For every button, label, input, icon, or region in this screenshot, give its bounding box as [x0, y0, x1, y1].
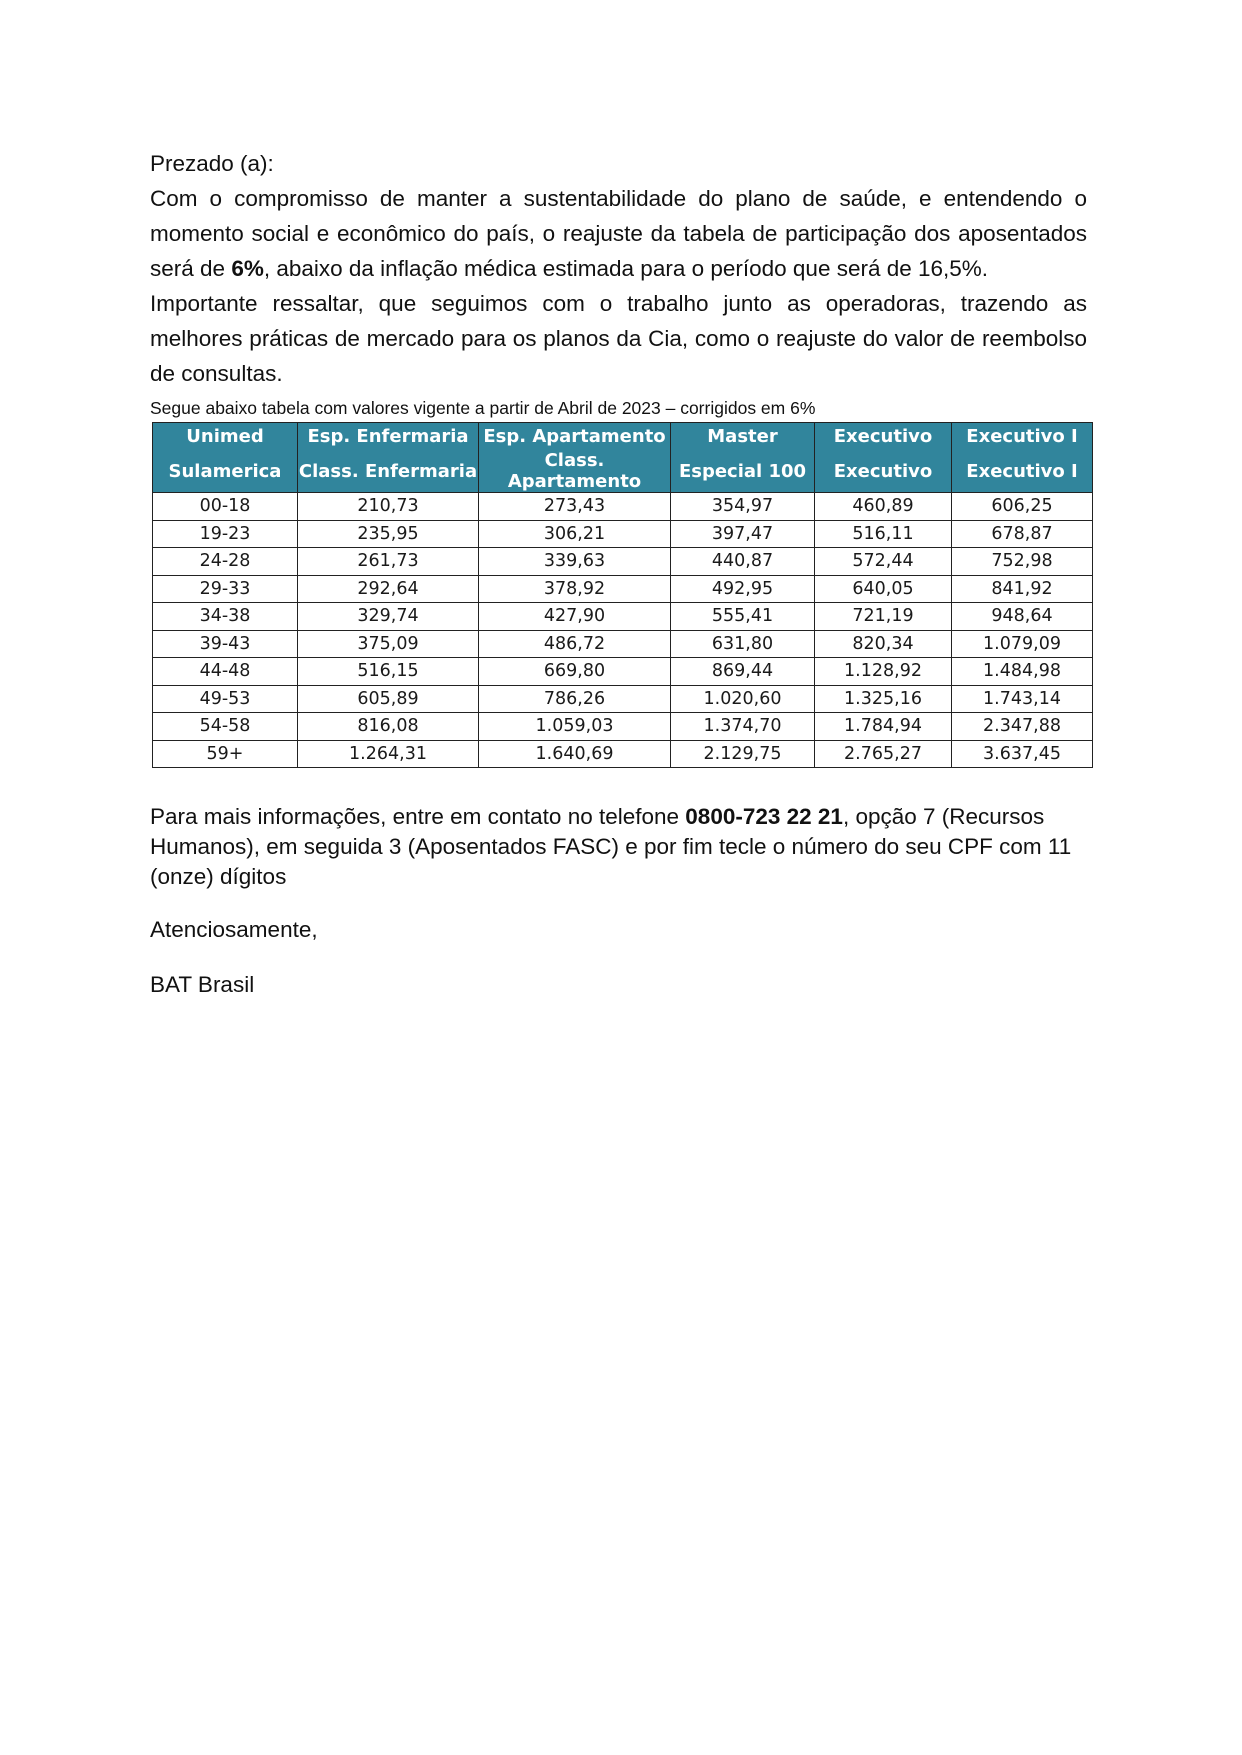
- price-cell: 292,64: [298, 575, 479, 603]
- price-cell: 339,63: [479, 548, 671, 576]
- age-range-cell: 00-18: [153, 493, 298, 521]
- contact-text-end: , opção 7 (Recursos Humanos), em seguida 3 (Aposentados FASC) e por fim tecle o número do seu CPF com 11 (onze) dígitos: [150, 804, 1072, 889]
- price-cell: 397,47: [671, 520, 815, 548]
- readjustment-percent: 6%: [231, 256, 264, 281]
- table-body: [153, 493, 1093, 768]
- header-plan-4: Executivo: [815, 423, 952, 451]
- table-row: [153, 548, 1093, 576]
- price-cell: 440,87: [671, 548, 815, 576]
- letter-body: [150, 146, 1087, 1002]
- price-cell: 816,08: [298, 713, 479, 741]
- price-cell: 3.637,45: [952, 740, 1093, 768]
- table-header-row-categories: [153, 450, 1093, 493]
- price-cell: 516,11: [815, 520, 952, 548]
- header-category-1: Class. Enfermaria: [298, 450, 479, 493]
- header-category-3: Especial 100: [671, 450, 815, 493]
- paragraph-reimbursement: Importante ressaltar, que seguimos com o trabalho junto as operadoras, trazendo as melhores práticas de mercado para os planos da Cia, como o reajuste do valor de reembolso de consultas.: [150, 291, 1087, 386]
- age-range-cell: 24-28: [153, 548, 298, 576]
- age-range-cell: 34-38: [153, 603, 298, 631]
- age-range-cell: 39-43: [153, 630, 298, 658]
- price-cell: 516,15: [298, 658, 479, 686]
- price-cell: 492,95: [671, 575, 815, 603]
- price-cell: 669,80: [479, 658, 671, 686]
- price-cell: 1.374,70: [671, 713, 815, 741]
- table-row: [153, 603, 1093, 631]
- price-cell: 427,90: [479, 603, 671, 631]
- price-cell: 841,92: [952, 575, 1093, 603]
- price-cell: 235,95: [298, 520, 479, 548]
- paragraph-readjustment: [150, 181, 1087, 286]
- price-cell: 572,44: [815, 548, 952, 576]
- contact-paragraph: [150, 802, 1087, 892]
- price-cell: 1.784,94: [815, 713, 952, 741]
- age-range-cell: 54-58: [153, 713, 298, 741]
- price-cell: 1.059,03: [479, 713, 671, 741]
- rates-table: [152, 422, 1093, 768]
- table-row: [153, 575, 1093, 603]
- price-cell: 375,09: [298, 630, 479, 658]
- age-range-cell: 29-33: [153, 575, 298, 603]
- price-cell: 555,41: [671, 603, 815, 631]
- age-range-cell: 49-53: [153, 685, 298, 713]
- price-cell: 2.347,88: [952, 713, 1093, 741]
- price-cell: 786,26: [479, 685, 671, 713]
- price-cell: 210,73: [298, 493, 479, 521]
- price-cell: 1.020,60: [671, 685, 815, 713]
- contact-text: Para mais informações, entre em contato no telefone: [150, 804, 686, 829]
- header-plan-0: Unimed: [153, 423, 298, 451]
- price-cell: 605,89: [298, 685, 479, 713]
- table-row: [153, 658, 1093, 686]
- greeting: Prezado (a):: [150, 151, 274, 176]
- price-cell: 721,19: [815, 603, 952, 631]
- price-cell: 261,73: [298, 548, 479, 576]
- price-cell: 820,34: [815, 630, 952, 658]
- header-category-0: Sulamerica: [153, 450, 298, 493]
- price-cell: 869,44: [671, 658, 815, 686]
- para1-text: Com o compromisso de manter a sustentabilidade do plano de saúde, e entendendo o momento social e econômico do país, o reajuste da tabela de participação dos aposentados será de: [150, 186, 1087, 281]
- price-cell: 306,21: [479, 520, 671, 548]
- price-cell: 1.128,92: [815, 658, 952, 686]
- table-row: [153, 520, 1093, 548]
- age-range-cell: 19-23: [153, 520, 298, 548]
- table-caption: Segue abaixo tabela com valores vigente a partir de Abril de 2023 – corrigidos em 6%: [150, 398, 816, 418]
- price-cell: 2.765,27: [815, 740, 952, 768]
- price-cell: 640,05: [815, 575, 952, 603]
- signature: BAT Brasil: [150, 972, 255, 997]
- table-row: [153, 630, 1093, 658]
- price-cell: 1.640,69: [479, 740, 671, 768]
- header-plan-1: Esp. Enfermaria: [298, 423, 479, 451]
- table-row: [153, 685, 1093, 713]
- header-plan-2: Esp. Apartamento: [479, 423, 671, 451]
- header-category-2: Class. Apartamento: [479, 450, 671, 493]
- table-header-row-plans: [153, 423, 1093, 451]
- price-cell: 354,97: [671, 493, 815, 521]
- price-cell: 1.079,09: [952, 630, 1093, 658]
- price-cell: 329,74: [298, 603, 479, 631]
- age-range-cell: 59+: [153, 740, 298, 768]
- price-cell: 606,25: [952, 493, 1093, 521]
- para1-text-end: , abaixo da inflação médica estimada para o período que será de 16,5%.: [263, 256, 989, 281]
- header-category-5: Executivo I: [952, 450, 1093, 493]
- price-cell: 2.129,75: [671, 740, 815, 768]
- price-cell: 1.484,98: [952, 658, 1093, 686]
- price-cell: 948,64: [952, 603, 1093, 631]
- closing: Atenciosamente,: [150, 917, 318, 942]
- table-row: [153, 740, 1093, 768]
- price-cell: 1.264,31: [298, 740, 479, 768]
- header-plan-5: Executivo I: [952, 423, 1093, 451]
- age-range-cell: 44-48: [153, 658, 298, 686]
- price-cell: 460,89: [815, 493, 952, 521]
- price-cell: 1.325,16: [815, 685, 952, 713]
- price-cell: 273,43: [479, 493, 671, 521]
- contact-phone: 0800-723 22 21: [685, 804, 843, 829]
- header-category-4: Executivo: [815, 450, 952, 493]
- price-cell: 1.743,14: [952, 685, 1093, 713]
- table-row: [153, 713, 1093, 741]
- table-row: [153, 493, 1093, 521]
- price-cell: 678,87: [952, 520, 1093, 548]
- price-cell: 378,92: [479, 575, 671, 603]
- price-cell: 486,72: [479, 630, 671, 658]
- price-cell: 631,80: [671, 630, 815, 658]
- header-plan-3: Master: [671, 423, 815, 451]
- price-cell: 752,98: [952, 548, 1093, 576]
